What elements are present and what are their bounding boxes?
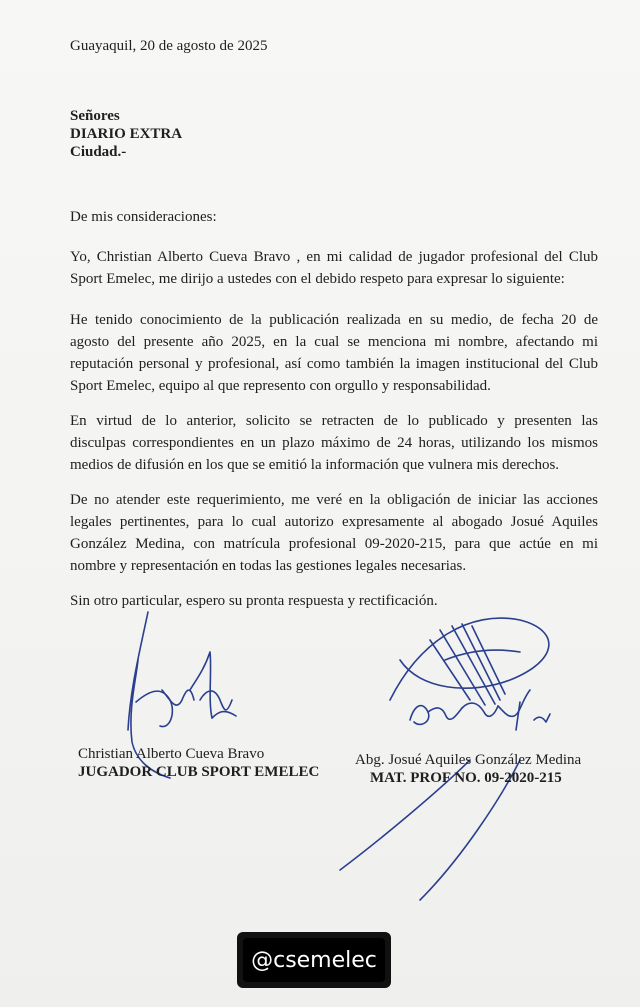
paragraph-line: Sport Emelec, me dirijo a ustedes con el debido respeto para expresar lo siguiente: [70,271,565,287]
lawyer-title: MAT. PROF NO. 09-2020-215 [370,770,562,786]
player-title: JUGADOR CLUB SPORT EMELEC [78,764,320,780]
paragraph-line: disculpas correspondientes en un plazo máximo de 24 horas, utilizando los mismos [70,435,598,451]
paragraph-line: nombre y representación en todas las gestiones legales necesarias. [70,558,467,574]
paragraph-line: Sport Emelec, equipo al que represento con orgullo y responsabilidad. [70,378,491,394]
handle-watermark [237,932,391,988]
recipient-line-1: Señores [70,108,120,124]
salutation: De mis consideraciones: [70,209,217,225]
handle-label: @csemelec [243,938,385,982]
paragraph-line: En virtud de lo anterior, solicito se retracten de lo publicado y presenten las [70,413,598,429]
paragraph-line: De no atender este requerimiento, me veré en la obligación de iniciar las acciones [70,492,598,508]
paragraph-line: legales pertinentes, para lo cual autorizo expresamente al abogado Josué Aquiles [70,514,598,530]
closing-line: Sin otro particular, espero su pronta respuesta y rectificación. [70,593,438,609]
recipient-line-3: Ciudad.- [70,144,127,160]
paragraph-line: medios de difusión en los que se emitió la información que vulnera mis derechos. [70,457,560,473]
lawyer-name: Abg. Josué Aquiles González Medina [355,752,582,768]
paragraph-line: Yo, Christian Alberto Cueva Bravo , en mi calidad de jugador profesional del Club [70,249,598,265]
paragraph-line: He tenido conocimiento de la publicación realizada en su medio, de fecha 20 de [70,312,598,328]
paragraph-line: agosto del presente año 2025, en la cual se menciona mi nombre, afectando mi [70,334,598,350]
paragraph-line: reputación personal y profesional, así como también la imagen institucional del Club [70,356,598,372]
recipient-line-2: DIARIO EXTRA [70,126,183,142]
paragraph-line: González Medina, con matrícula profesional 09-2020-215, para que actúe en mi [70,536,598,552]
player-name: Christian Alberto Cueva Bravo [78,746,265,762]
place-date: Guayaquil, 20 de agosto de 2025 [70,38,268,54]
